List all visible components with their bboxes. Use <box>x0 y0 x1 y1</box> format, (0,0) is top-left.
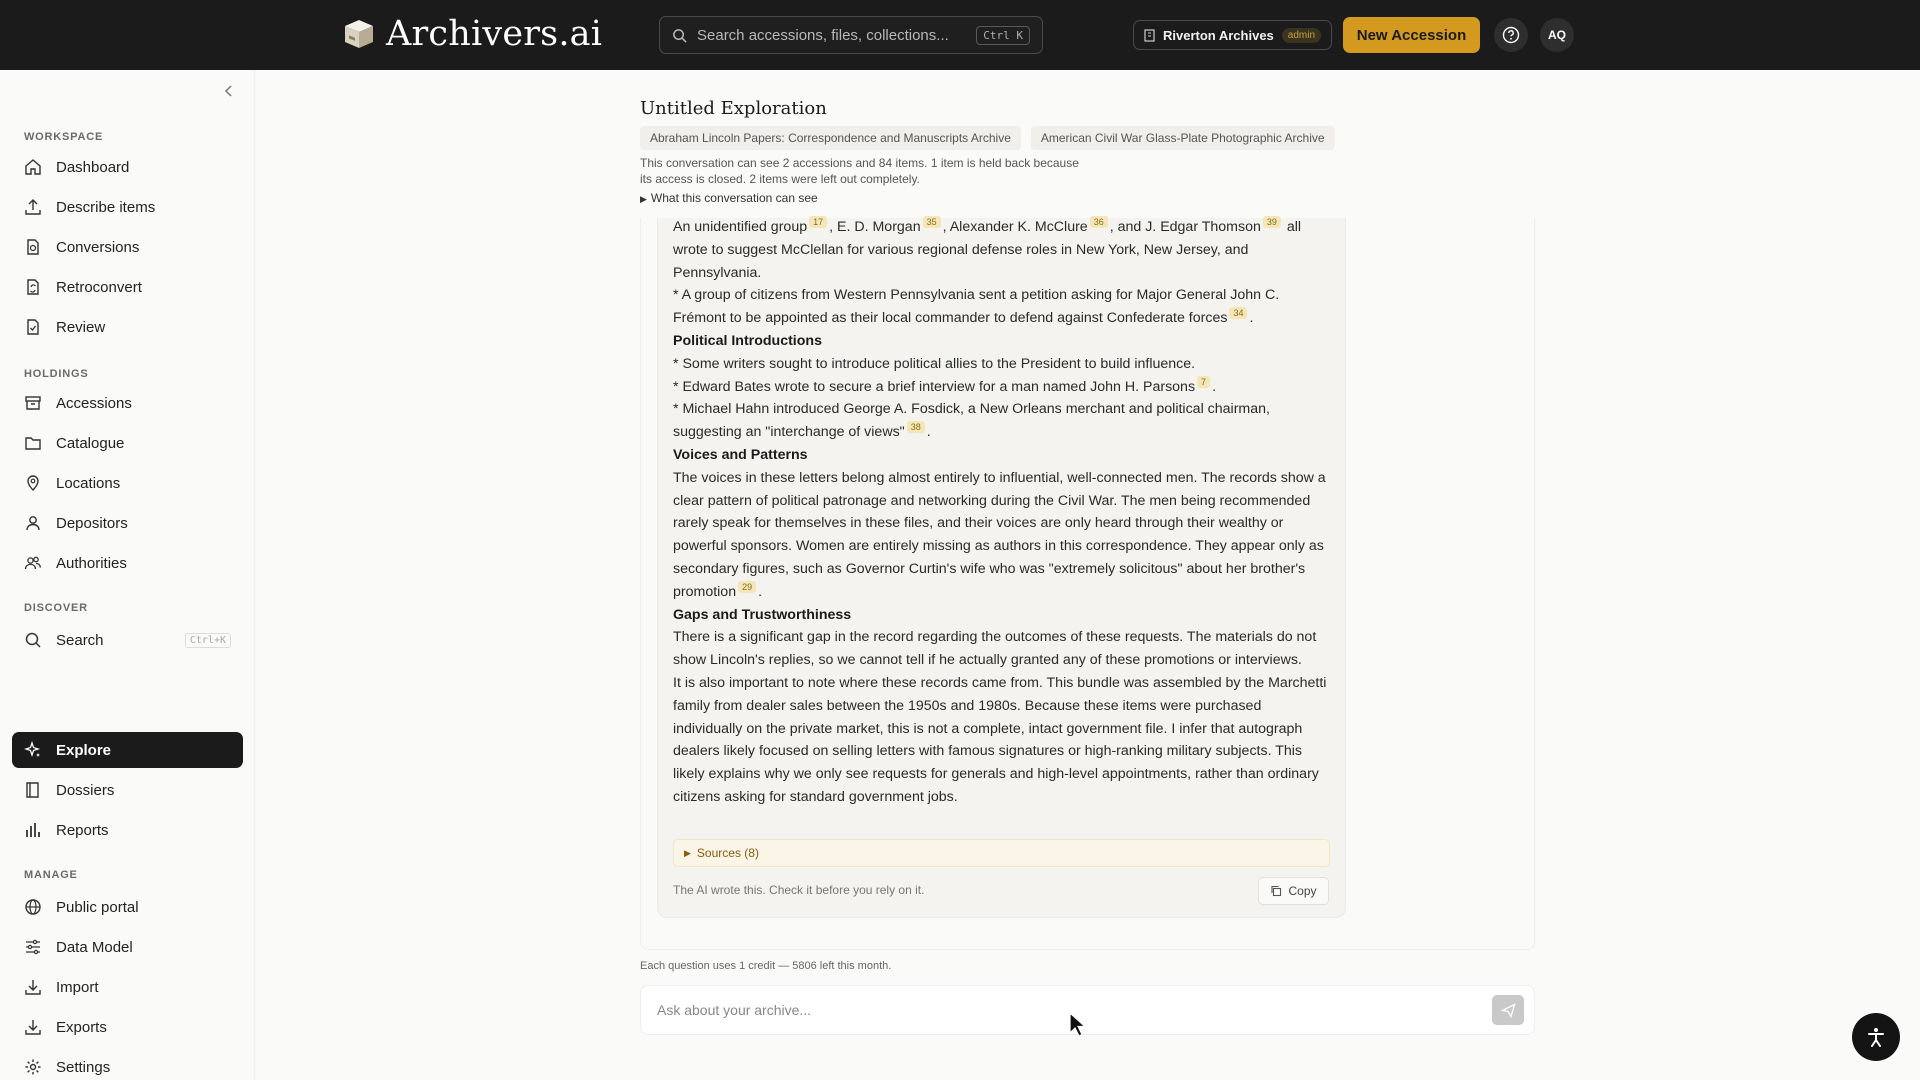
copy-button[interactable] <box>1258 877 1329 905</box>
gear-icon <box>24 1058 42 1076</box>
nav-label: Import <box>56 978 99 996</box>
sidebar <box>0 70 255 1080</box>
folder-icon <box>24 434 42 452</box>
accession-chip[interactable]: American Civil War Glass-Plate Photographic Archive <box>1031 126 1335 150</box>
text-run: , E. D. Morgan <box>829 219 921 235</box>
message-heading <box>673 444 1333 467</box>
section-manage: MANAGE <box>24 869 78 881</box>
copy-label: Copy <box>1288 884 1317 898</box>
org-name: Riverton Archives <box>1163 27 1274 43</box>
disclosure-triangle-icon: ▶ <box>640 194 647 204</box>
home-icon <box>24 158 42 176</box>
message-paragraph <box>673 216 1333 284</box>
text-run: , Alexander K. McClure <box>942 219 1088 235</box>
citation-marker[interactable]: 36 <box>1090 216 1108 228</box>
collapse-sidebar-icon[interactable] <box>220 82 238 100</box>
credits-note: Each question uses 1 credit — 5806 left this month. <box>640 960 892 972</box>
org-switcher[interactable] <box>1133 20 1332 50</box>
nav-reports[interactable] <box>12 812 243 848</box>
nav-label: Public portal <box>56 898 139 916</box>
map-pin-icon <box>24 474 42 492</box>
message-paragraph: It is also important to note where these records came from. This bundle was assembled by the Marchetti family from dealer sales between the 1950s and 1980s. Because these items were purchased individually on the private market, this is not a complete, intact government file. I infer that autograph dealers likely focused on selling letters with famous signatures or high-ranking military subjects. This likely explains why we only see requests for generals and high-level appointments, rather than ordinary citizens asking for standard government jobs. <box>673 674 1327 805</box>
accession-chip[interactable]: Abraham Lincoln Papers: Correspondence and Manuscripts Archive <box>640 126 1021 150</box>
help-icon <box>1502 26 1520 44</box>
bar-chart-icon <box>24 821 42 839</box>
visibility-details-toggle[interactable] <box>640 191 818 205</box>
file-check-icon <box>24 318 42 336</box>
nav-label: Retroconvert <box>56 278 142 296</box>
search-placeholder: Search accessions, files, collections... <box>697 26 949 44</box>
nav-accessions[interactable] <box>12 385 243 421</box>
sources-toggle[interactable] <box>673 839 1330 867</box>
text-run: all wrote to suggest McClellan for various regional defense roles in New York, New Jersey, and Pennsylvania. <box>673 219 1302 281</box>
nav-dashboard[interactable] <box>12 149 243 185</box>
download-icon <box>24 1018 42 1036</box>
citation-marker[interactable]: 39 <box>1263 216 1281 228</box>
message-heading <box>673 330 1333 353</box>
archive-icon <box>24 394 42 412</box>
ask-placeholder: Ask about your archive... <box>657 1002 812 1018</box>
app-name: Archivers.ai <box>386 14 603 54</box>
assistant-message-body <box>673 216 1333 809</box>
nav-label: Review <box>56 318 106 336</box>
details-label: What this conversation can see <box>650 191 818 205</box>
message-paragraph: * A group of citizens from Western Pennsylvania sent a petition asking for Major General John C. Frémont to be appointed as their local commander to defend against Confederate forces 34 . <box>673 287 1280 327</box>
heading-text: Voices and Patterns <box>673 446 808 463</box>
text-run: The voices in these letters belong almost entirely to influential, well-connected men. The records show a clear pattern of political patronage and networking during the Civil War. The men being recommended rarely speak for themselves in these files, and their voices are only heard through their wealthy or powerful sponsors. Women are entirely missing as authors in this correspondence. They appear only as secondary figures, such as Governor Curtin's wife who was "extremely solicitous" about her brother's promotion <box>673 469 1326 600</box>
user-avatar[interactable]: AQ <box>1540 18 1574 52</box>
nav-label: Authorities <box>56 554 127 572</box>
section-discover: DISCOVER <box>24 602 88 614</box>
nav-exports[interactable] <box>12 1009 243 1045</box>
search-shortcut-hint: Ctrl+K <box>185 633 231 648</box>
top-bar <box>0 0 1920 70</box>
citation-marker[interactable]: 17 <box>809 216 827 228</box>
conversation-title[interactable]: Untitled Exploration <box>640 98 827 119</box>
nav-data-model[interactable] <box>12 929 243 965</box>
globe-icon <box>24 898 42 916</box>
message-heading <box>673 604 1333 627</box>
nav-dossiers[interactable] <box>12 772 243 808</box>
nav-label: Dossiers <box>56 781 115 799</box>
citation-marker[interactable]: 34 <box>1229 307 1247 319</box>
nav-review[interactable] <box>12 309 243 345</box>
nav-label: Settings <box>56 1058 111 1076</box>
nav-explore[interactable] <box>12 732 243 768</box>
search-shortcut: Ctrl K <box>976 26 1030 45</box>
accessibility-button[interactable] <box>1852 1013 1900 1061</box>
message-paragraph: There is a significant gap in the record regarding the outcomes of these requests. The materials do not show Lincoln's replies, so we cannot tell if he actually granted any of these promotions or interviews. <box>673 629 1317 669</box>
nav-label: Reports <box>56 821 109 839</box>
search-icon <box>24 631 42 649</box>
role-badge: admin <box>1282 28 1321 43</box>
nav-label: Data Model <box>56 938 133 956</box>
message-paragraph: The voices in these letters belong almost entirely to influential, well-connected men. The records show a clear pattern of political patronage and networking during the Civil War. The men being recommended rarely speak for themselves in these files, and their voices are only heard through their wealthy or powerful sponsors. Women are entirely missing as authors in this correspondence. They appear only as secondary figures, such as Governor Curtin's wife who was "extremely solicitous" about her brother's promotion 29 . <box>673 469 1326 600</box>
citation-marker[interactable]: 38 <box>907 421 925 433</box>
nav-conversions[interactable] <box>12 229 243 265</box>
nav-depositors[interactable] <box>12 505 243 541</box>
nav-describe-items[interactable] <box>12 189 243 225</box>
upload-icon <box>24 198 42 216</box>
book-icon <box>24 781 42 799</box>
accession-chips <box>640 126 1335 150</box>
text-run: , and J. Edgar Thomson <box>1109 219 1261 235</box>
copy-icon <box>1270 885 1282 897</box>
nav-locations[interactable] <box>12 465 243 501</box>
new-accession-button[interactable]: New Accession <box>1343 17 1480 53</box>
nav-label: Locations <box>56 474 121 492</box>
nav-label: Accessions <box>56 394 132 412</box>
nav-search[interactable] <box>12 622 243 658</box>
send-button[interactable] <box>1492 995 1524 1025</box>
nav-label: Describe items <box>56 198 156 216</box>
nav-label: Depositors <box>56 514 128 532</box>
nav-catalogue[interactable] <box>12 425 243 461</box>
sliders-icon <box>24 938 42 956</box>
citation-marker[interactable]: 29 <box>738 581 756 593</box>
help-button[interactable] <box>1494 18 1528 52</box>
text-run: * Michael Hahn introduced George A. Fosdick, a New Orleans merchant and political chairman, suggesting an "interchange of views" <box>673 401 1270 441</box>
users-icon <box>24 554 42 572</box>
citation-marker[interactable]: 7 <box>1197 376 1210 388</box>
nav-public-portal[interactable] <box>12 889 243 925</box>
section-holdings: HOLDINGS <box>24 368 89 380</box>
nav-label: Explore <box>56 741 112 759</box>
sources-label: Sources (8) <box>696 846 759 860</box>
nav-label: Exports <box>56 1018 107 1036</box>
visibility-note: This conversation can see 2 accessions and 84 items. 1 item is held back because its access is closed. 2 items were left out completely. <box>640 156 1079 186</box>
nav-label: Conversions <box>56 238 140 256</box>
section-workspace: WORKSPACE <box>24 131 104 143</box>
user-icon <box>24 514 42 532</box>
nav-label: Dashboard <box>56 158 130 176</box>
ask-input[interactable] <box>640 985 1535 1035</box>
text-run: * Edward Bates wrote to secure a brief interview for a man named John H. Parsons <box>673 378 1196 395</box>
nav-authorities[interactable] <box>12 545 243 581</box>
archive-box-icon <box>342 17 376 51</box>
global-search-input[interactable] <box>659 16 1043 54</box>
accessibility-icon <box>1865 1026 1887 1048</box>
text-run: * A group of citizens from Western Pennsylvania sent a petition asking for Major General John C. Frémont to be appointed as their local commander to defend against Confederate forces <box>673 287 1280 327</box>
nav-retroconvert[interactable] <box>12 269 243 305</box>
disclosure-triangle-icon: ▶ <box>684 847 691 858</box>
app-logo[interactable] <box>342 14 602 54</box>
nav-import[interactable] <box>12 969 243 1005</box>
building-icon <box>1144 29 1155 42</box>
send-icon <box>1501 1003 1516 1018</box>
download-icon <box>24 978 42 996</box>
message-paragraph: * Some writers sought to introduce political allies to the President to build influence. <box>673 355 1196 372</box>
nav-label: Catalogue <box>56 434 125 452</box>
nav-label: Search <box>56 631 104 649</box>
file-convert-icon <box>24 238 42 256</box>
citation-marker[interactable]: 35 <box>923 216 941 228</box>
sparkles-icon <box>24 741 42 759</box>
heading-text: Political Introductions <box>673 332 822 349</box>
heading-text: Gaps and Trustworthiness <box>673 606 852 623</box>
message-paragraph: * Edward Bates wrote to secure a brief interview for a man named John H. Parsons 7 . <box>673 376 1217 395</box>
ai-disclaimer: The AI wrote this. Check it before you rely on it. <box>673 883 925 897</box>
search-icon <box>672 28 687 43</box>
message-paragraph: * Michael Hahn introduced George A. Fosdick, a New Orleans merchant and political chairman, suggesting an "interchange of views" 38 . <box>673 401 1270 441</box>
file-refresh-icon <box>24 278 42 296</box>
mouse-cursor-icon <box>1069 1012 1087 1038</box>
nav-settings[interactable] <box>12 1049 243 1080</box>
text-run: An unidentified group <box>673 219 808 235</box>
